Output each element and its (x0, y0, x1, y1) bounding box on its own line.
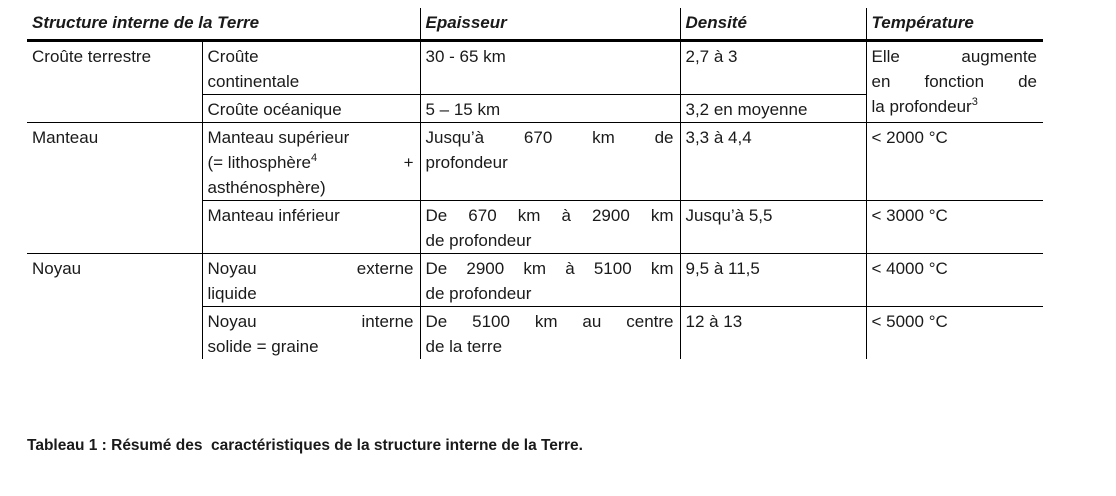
earth-structure-table (27, 8, 1043, 359)
layer-noyau: Noyau (32, 259, 82, 278)
table-row (27, 254, 1043, 307)
sublayer-noyau-interne: Noyau interne solide = graine (202, 307, 420, 360)
sublayer-manteau-superieur: Manteau supérieur (= lithosphère$^4$ + asthénosphère) (202, 123, 420, 201)
sublayer-manteau-inferieur: Manteau inférieur (202, 201, 420, 254)
table-row (27, 41, 1043, 95)
header-temperature: Température (866, 8, 1043, 41)
header-epaisseur: Epaisseur (420, 8, 680, 41)
sublayer-croute-oceanique: Croûte océanique (202, 95, 420, 123)
temperature-croute: Elle augmente en fonction de la profondeur$^3$ (866, 41, 1043, 123)
layer-croute: Croûte terrestre (27, 41, 202, 123)
densite-manteau-inferieur: Jusqu’à 5,5 (680, 201, 866, 254)
epaisseur-manteau-inferieur: De 670 km à 2900 km de profondeur (420, 201, 680, 254)
layer-manteau: Manteau (27, 123, 202, 254)
epaisseur-noyau-interne: De 5100 km au centre de la terre (420, 307, 680, 360)
densite-croute-continentale: 2,7 à 3 (680, 41, 866, 95)
header-structure: Structure interne de la Terre (27, 8, 420, 41)
epaisseur-noyau-externe: De 2900 km à 5100 km de profondeur (420, 254, 680, 307)
epaisseur-croute-continentale: 30 - 65 km (420, 41, 680, 95)
sublayer-croute-continentale: Croûte continentale (202, 41, 420, 95)
header-densite: Densité (680, 8, 866, 41)
densite-noyau-externe: 9,5 à 11,5 (680, 254, 866, 307)
temperature-manteau-superieur: < 2000 °C (866, 123, 1043, 201)
epaisseur-manteau-superieur: Jusqu’à 670 km de profondeur (420, 123, 680, 201)
densite-noyau-interne: 12 à 13 (680, 307, 866, 360)
temperature-noyau-externe: < 4000 °C (866, 254, 1043, 307)
table-caption: Tableau 1 : Résumé des caractéristiques de la structure interne de la Terre. (27, 437, 583, 454)
table-row (27, 123, 1043, 201)
epaisseur-croute-oceanique: 5 – 15 km (420, 95, 680, 123)
table-header-row (27, 8, 1043, 41)
sublayer-noyau-externe: Noyau externe liquide (202, 254, 420, 307)
temperature-manteau-inferieur: < 3000 °C (866, 201, 1043, 254)
temperature-noyau-interne: < 5000 °C (866, 307, 1043, 360)
densite-manteau-superieur: 3,3 à 4,4 (680, 123, 866, 201)
densite-croute-oceanique: 3,2 en moyenne (680, 95, 866, 123)
